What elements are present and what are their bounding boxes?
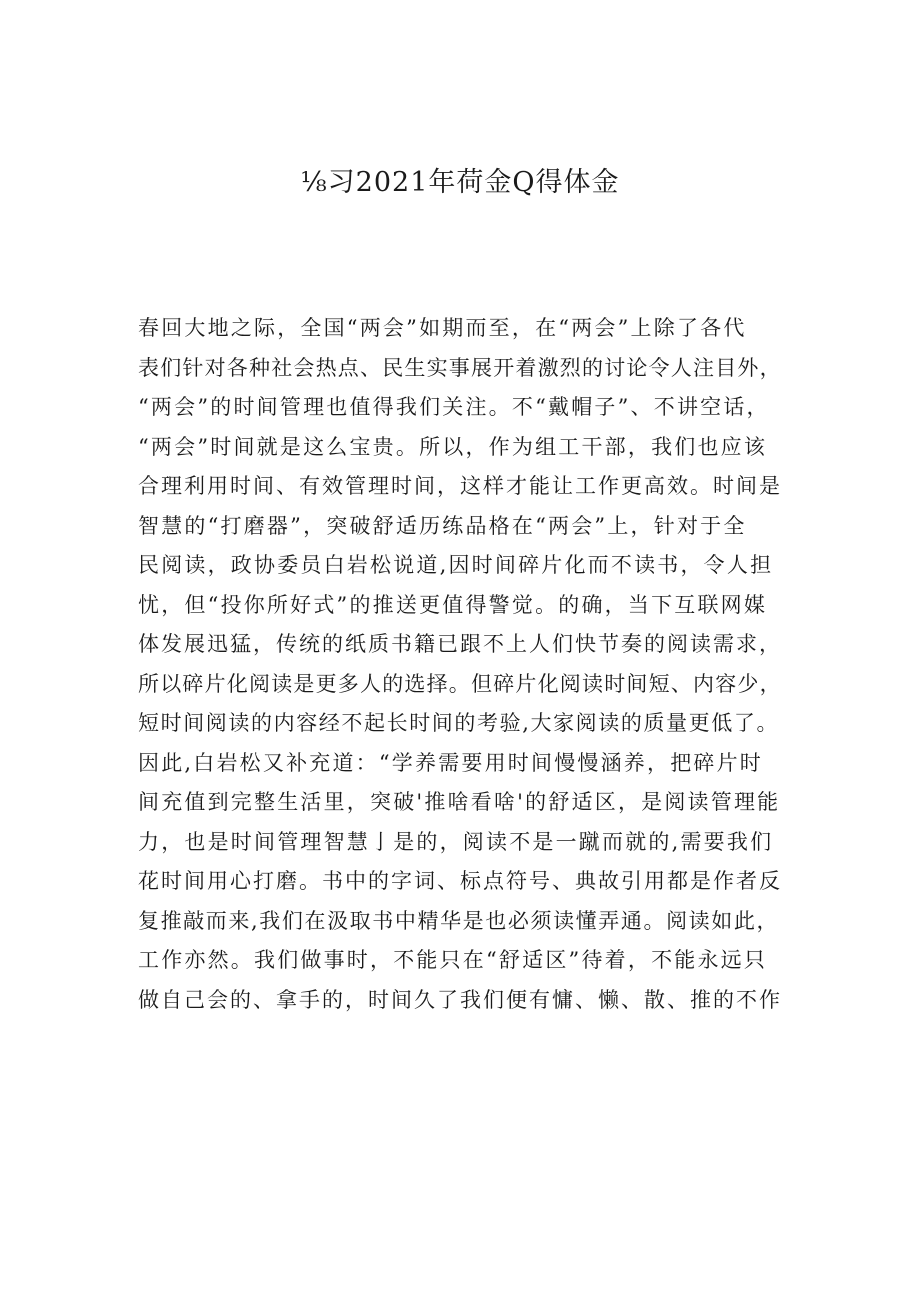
body-line: 体发展迅猛，传统的纸质书籍已跟不上人们快节奏的阅读需求， (138, 632, 782, 656)
body-line: “两会”的时间管理也值得我们关注。不“戴帽子”、不讲空话， (138, 395, 770, 419)
body-line: 表们针对各种社会热点、民生实事展开着激烈的讨论令人注目外， (138, 355, 782, 380)
body-line: 花时间用心打磨。书中的字词、标点符号、典故引用都是作者反 (138, 869, 782, 893)
body-line: 智慧的“打磨器”，突破舒适历练品格在“两会”上，针对于全 (138, 513, 747, 538)
body-line: 春回大地之际，全国“两会”如期而至，在“两会”上除了各代 (138, 316, 747, 340)
body-line: 短时间阅读的内容经不起长时间的考验,大家阅读的质量更低了。 (138, 711, 780, 735)
body-line: 复推敲而来,我们在汲取书中精华是也必须读懂弄通。阅读如此， (138, 908, 780, 933)
document-body (138, 309, 782, 1020)
body-line: 因此,白岩松又补充道：“学养需要用时间慢慢涵养，把碎片时 (138, 750, 764, 775)
body-line: 忧，但“投你所好式”的推送更值得警觉。的确，当下互联网媒 (138, 592, 768, 617)
body-line: 民阅读，政协委员白岩松说道,因时间碎片化而不读书，令人担 (138, 553, 774, 577)
body-line: 做自己会的、拿手的，时间久了我们便有慵、懒、散、推的不作 (138, 987, 782, 1012)
body-line: “两会”时间就是这么宝贵。所以，作为组工干部，我们也应该 (138, 434, 768, 459)
body-line: 工作亦然。我们做事时，不能只在“舒适区”待着，不能永远只 (138, 948, 768, 972)
body-line: 所以碎片化阅读是更多人的选择。但碎片化阅读时间短、内容少， (138, 671, 782, 696)
document-title: ⅛习2021年荷金Q得体金 (300, 167, 620, 198)
body-line: 力，也是时间管理智慧亅是的，阅读不是一蹴而就的,需要我们 (138, 829, 774, 854)
body-line: 合理利用时间、有效管理时间，这样才能让工作更高效。时间是 (138, 474, 782, 498)
body-line: 间充值到完整生活里，突破'推啥看啥'的舒适区，是阅读管理能 (138, 790, 781, 814)
